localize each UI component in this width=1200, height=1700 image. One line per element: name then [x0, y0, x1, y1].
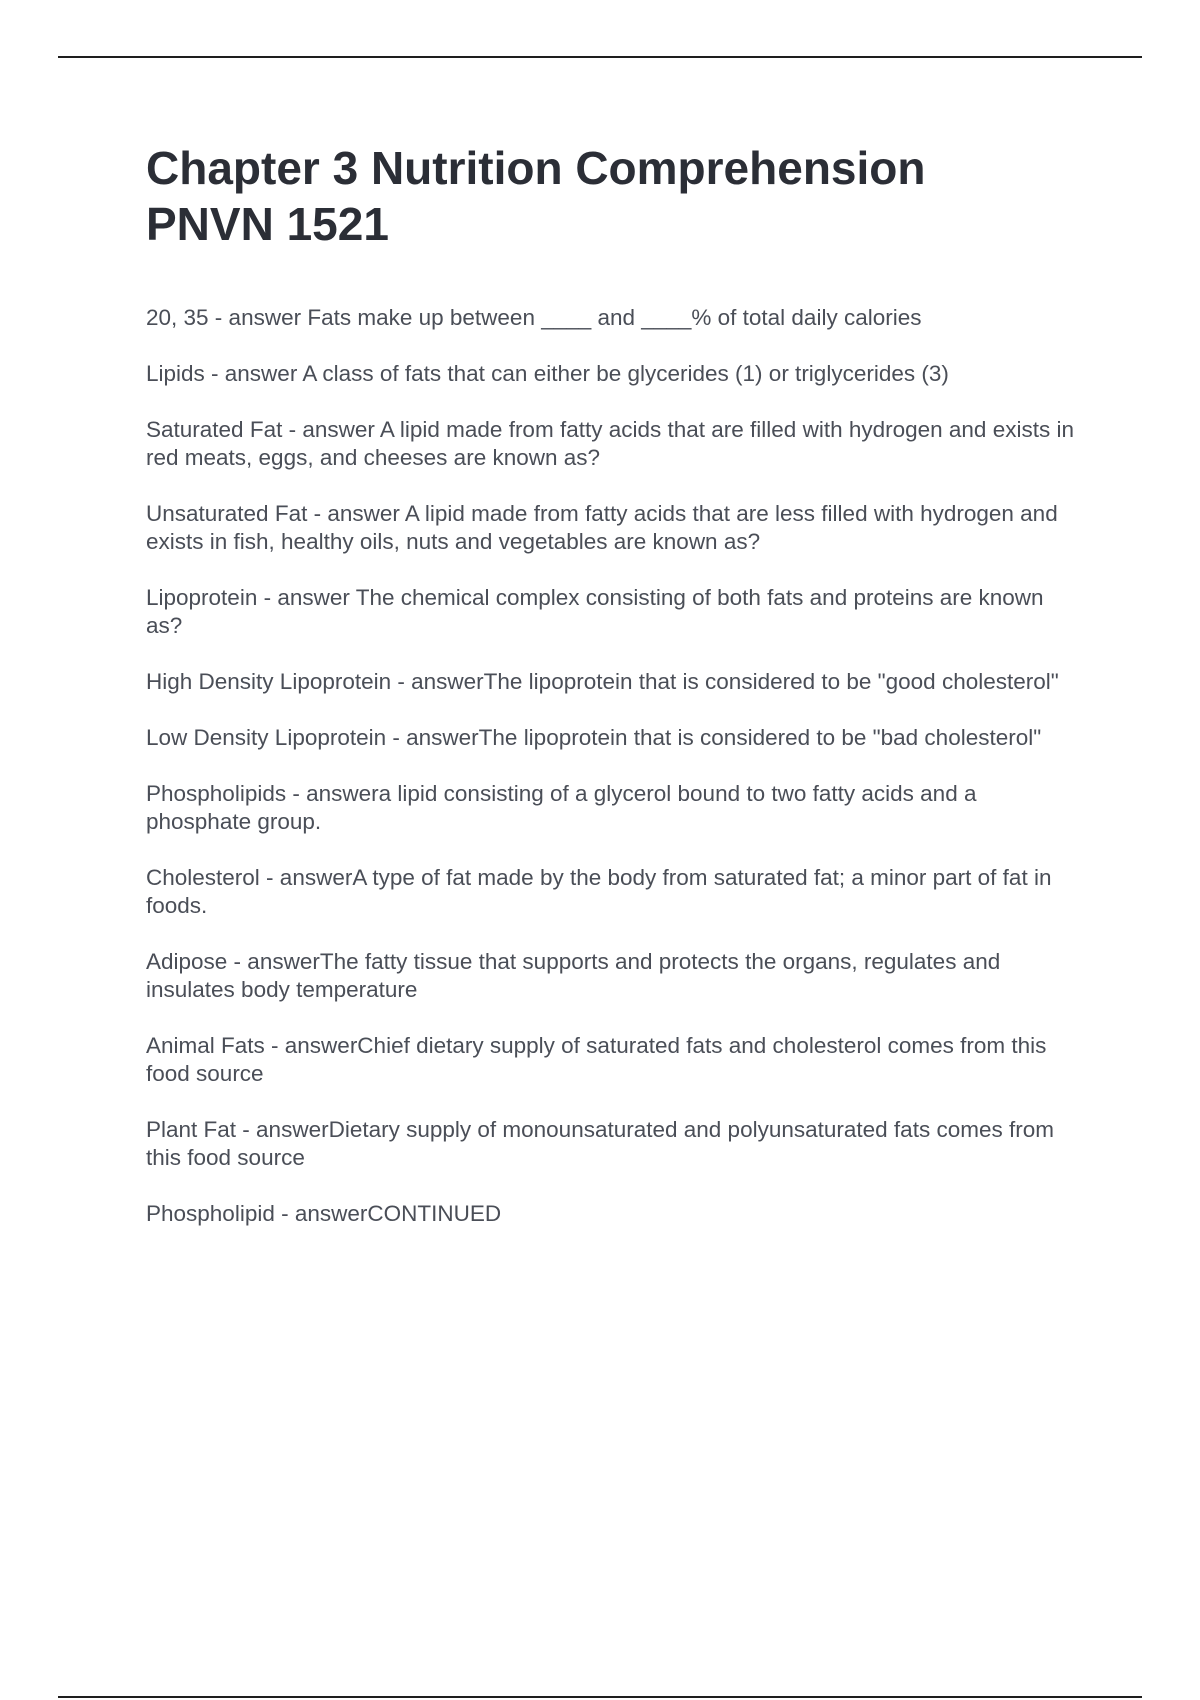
header-rule: [58, 56, 1142, 58]
document-body: [146, 140, 1086, 1256]
qa-item: Lipids - answer A class of fats that can either be glycerides (1) or triglycerides (3): [146, 361, 949, 386]
qa-item: Phospholipid - answerCONTINUED: [146, 1201, 502, 1226]
qa-item: Saturated Fat - answer A lipid made from fatty acids that are filled with hydrogen and exists in red meats, eggs, and cheeses are known as?: [146, 417, 1074, 470]
page-title-line-2: PNVN 1521: [146, 198, 389, 250]
qa-item: Animal Fats - answerChief dietary supply of saturated fats and cholesterol comes from this food source: [146, 1033, 1047, 1086]
qa-item: Lipoprotein - answer The chemical complex consisting of both fats and proteins are known as?: [146, 585, 1044, 638]
qa-item: Adipose - answerThe fatty tissue that supports and protects the organs, regulates and insulates body temperature: [146, 949, 1001, 1002]
qa-item: Plant Fat - answerDietary supply of monounsaturated and polyunsaturated fats comes from this food source: [146, 1117, 1054, 1170]
qa-list: [146, 304, 1086, 1228]
qa-item: Low Density Lipoprotein - answerThe lipoprotein that is considered to be "bad cholesterol": [146, 725, 1042, 750]
qa-item: Cholesterol - answerA type of fat made by the body from saturated fat; a minor part of fat in foods.: [146, 865, 1052, 918]
qa-item: High Density Lipoprotein - answerThe lipoprotein that is considered to be "good cholesterol": [146, 669, 1059, 694]
qa-item: 20, 35 - answer Fats make up between ____ and ____% of total daily calories: [146, 305, 922, 330]
page-title-line-1: Chapter 3 Nutrition Comprehension: [146, 142, 926, 194]
page-title: [146, 140, 1086, 252]
qa-item: Phospholipids - answera lipid consisting of a glycerol bound to two fatty acids and a phosphate group.: [146, 781, 977, 834]
footer-rule: [58, 1696, 1142, 1698]
qa-item: Unsaturated Fat - answer A lipid made from fatty acids that are less filled with hydrogen and exists in fish, healthy oils, nuts and vegetables are known as?: [146, 501, 1058, 554]
